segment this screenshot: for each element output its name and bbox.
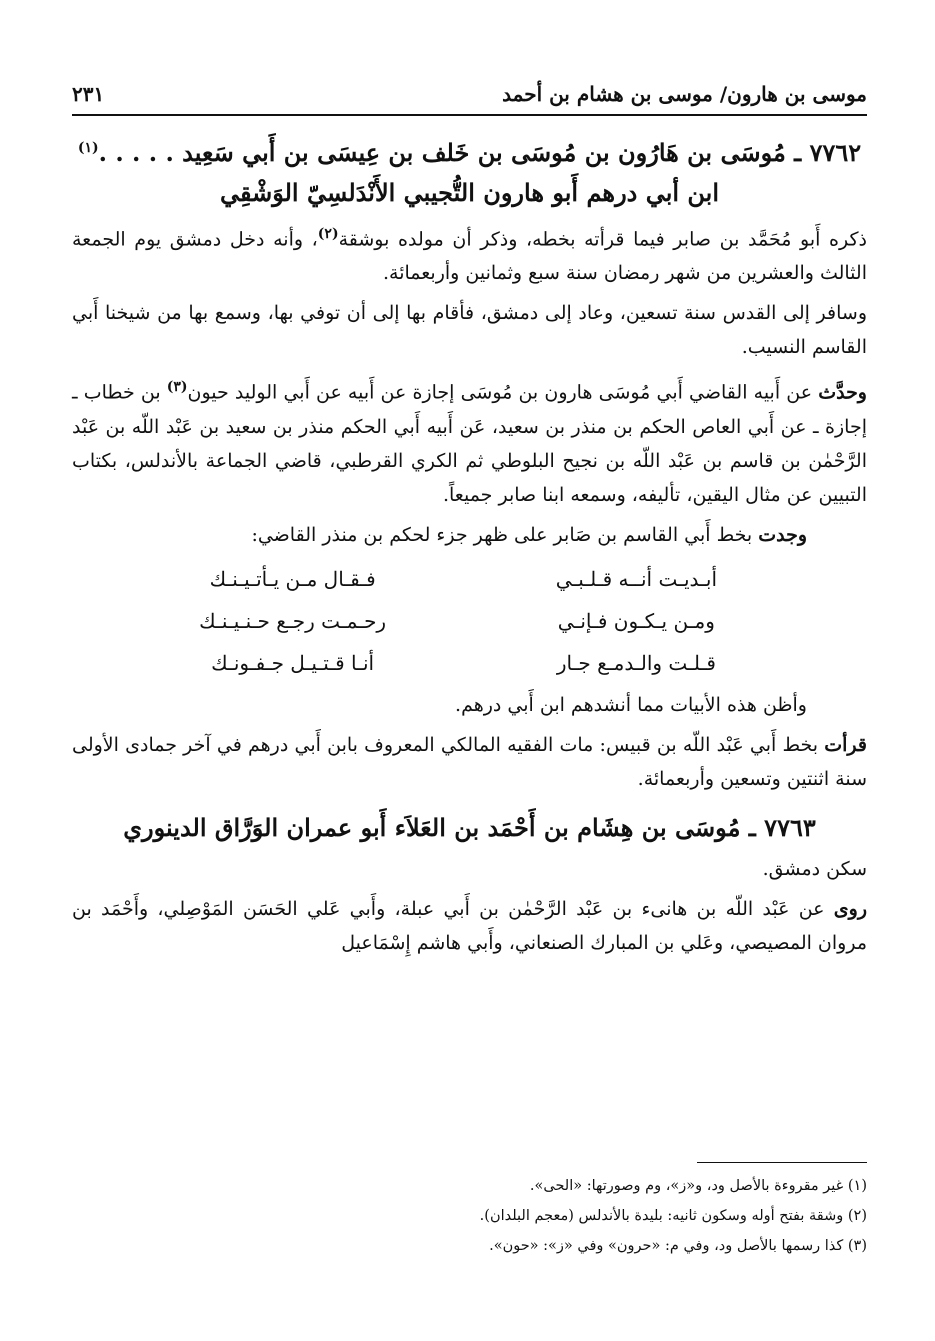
entry-7763-title <box>72 808 867 848</box>
entry-7762-title-text: ٧٧٦٢ ـ مُوسَى بن هَارُون بن مُوسَى بن خَلف بن عِيسَى بن أَبي سَعِيد . . . . . <box>98 138 862 167</box>
paragraph-6-keyword: قرأت <box>824 733 867 756</box>
entry-7762-title-line2: ابن أبي درهم أَبو هارون التُّجيبي الأَنْدَلسِيّ الوَشْقِي <box>219 178 720 207</box>
running-head <box>72 78 867 116</box>
footnote-ref-2[interactable]: (٢) <box>317 226 339 242</box>
book-page <box>72 78 867 1321</box>
paragraph-4-text: بخط أَبي القاسم بن صَابر على ظهر جزء لحكم بن منذر القاضي: <box>251 523 759 546</box>
paragraph-8-keyword: روى <box>833 897 867 920</box>
footnote-2: (٢) وشقة بفتح أوله وسكون ثانيه: بليدة بالأندلس (معجم البلدان). <box>479 1208 867 1224</box>
verse-second-hemistich: أنـا قـتـيـل جـفـونـك <box>211 650 375 675</box>
poem <box>72 558 867 684</box>
verse-second-hemistich: فـقـال مـن يـأتـيـنـك <box>209 566 376 591</box>
paragraph-8 <box>72 892 867 960</box>
entry-7762-title <box>72 128 867 213</box>
poem-verse <box>72 600 867 642</box>
paragraph-1-text-b: ، وأنه دخل دمشق يوم الجمعة الثالث والعشرين من شهر رمضان سنة سبع وثمانين وأربعمائة. <box>72 228 867 285</box>
paragraph-1-text-a: ذكره أَبو مُحَمَّد بن صابر فيما قرأته بخطه، وذكر أن مولده بوشقة <box>338 228 867 251</box>
paragraph-5: وأظن هذه الأبيات مما أنشدهم ابن أَبي درهم. <box>455 693 807 716</box>
paragraph-6 <box>72 728 867 796</box>
paragraph-4-keyword: وجدت <box>758 523 807 546</box>
running-title: موسى بن هارون/ موسى بن هشام بن أحمد <box>502 82 867 106</box>
paragraph-3-text-a: عن أَبيه القاضي أَبي مُوسَى هارون بن مُوسَى إجازة عن أَبيه عن أَبي الوليد حيون <box>187 381 819 404</box>
paragraph-8-text: عن عَبْد اللّه بن هانىء بن عَبْد الرَّحْمٰن بن أَبي عبلة، وأَبي عَلي الحَسَن المَوْصِلي، وأَحْمَد بن مروان المصيصي، وعَلي بن المبارك الصنعاني، وأَبي هاشم إِسْمَاعيل <box>72 897 867 954</box>
entry-7762-title-line1 <box>72 128 867 173</box>
footnote-3: (٣) كذا رسمها بالأصل ود، وفي م: «حرون» وفي «ز»: «حون». <box>489 1238 867 1254</box>
paragraph-3 <box>72 370 867 511</box>
verse-first-hemistich: أبـديـت أنــه قـلـبـي <box>555 566 718 591</box>
poem-verse <box>72 558 867 600</box>
verse-first-hemistich: ومـن يـكـون فـإنـي <box>557 608 715 633</box>
verse-first-hemistich: قـلـت والـدمـع جـار <box>556 650 716 675</box>
footnote-separator <box>697 1162 867 1163</box>
paragraph-6-text: بخط أَبي عَبْد اللّه بن قبيس: مات الفقيه المالكي المعروف بابن أَبي درهم في آخر جمادى الأولى سنة اثنتين وتسعين وأربعمائة. <box>72 733 867 790</box>
paragraph-1 <box>72 217 867 290</box>
footnote-ref-1[interactable]: (١) <box>77 140 99 156</box>
paragraph-2: وسافر إلى القدس سنة تسعين، وعاد إلى دمشق، فأقام بها إلى أن توفي بها، وسمع بها من شيخنا أَبي القاسم النسيب. <box>72 302 867 359</box>
paragraph-4 <box>72 518 867 552</box>
paragraph-3-text-b: بن خطاب ـ إجازة ـ عن أَبي العاص الحكم بن منذر بن سعيد، عَن أَبيه أَبي الحكم منذر بن سعيد بن عَبْد اللّه بن عَبْد الرَّحْمٰن بن قاسم بن عَبْد اللّه بن نجيح البلوطي ثم الكري القرطبي، قاضي الجماعة بالأندلس، بكتاب التبيين عن مثال اليقين، تأليفه، وسمعه ابنا صابر جميعاً. <box>72 381 867 506</box>
entry-7763-title-line1: ٧٧٦٣ ـ مُوسَى بن هِشَام بن أَحْمَد بن العَلاَء أَبو عمران الوَرَّاق الدينوري <box>123 812 816 842</box>
footnote-1: (١) غير مقروءة بالأصل ود، و«ز»، وم وصورتها: «الحى». <box>529 1178 867 1194</box>
paragraph-7: سكن دمشق. <box>762 857 867 880</box>
verse-second-hemistich: رحـمـت رجـع حـنـيـنـك <box>199 608 387 633</box>
page-number: ٢٣١ <box>72 82 105 106</box>
poem-verse <box>72 642 867 684</box>
paragraph-3-keyword: وحدَّث <box>818 381 867 404</box>
footnote-ref-3[interactable]: (٣) <box>166 379 188 396</box>
footnotes <box>72 1162 867 1261</box>
